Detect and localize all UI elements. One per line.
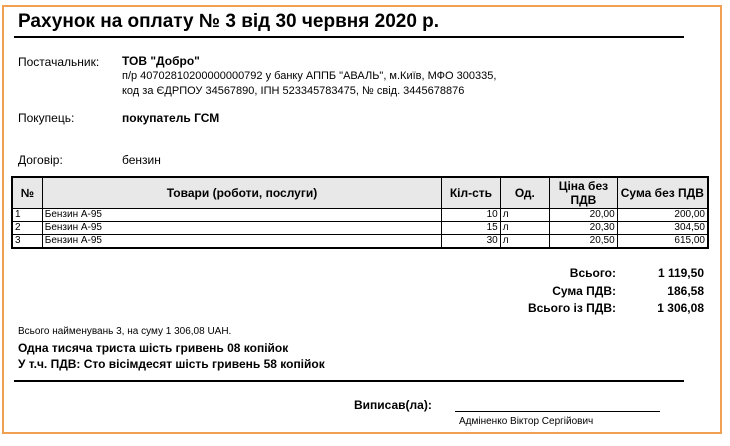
row-price: 20,50	[550, 235, 618, 249]
row-sum: 304,50	[617, 222, 708, 235]
signature-line	[455, 411, 660, 412]
vat-in-words: У т.ч. ПДВ: Сто вісімдесят шість гривень 58 копійок	[18, 357, 325, 371]
table-header-row	[12, 177, 708, 209]
row-qty: 10	[442, 209, 501, 222]
signer-name: Адміненко Віктор Сергійович	[459, 416, 594, 427]
row-price: 20,30	[550, 222, 618, 235]
row-unit: л	[500, 222, 549, 235]
buyer-label: Покупець:	[18, 111, 75, 125]
supplier-bank-line: п/р 40702810200000000792 у банку АППБ "АВАЛЬ", м.Київ, МФО 300335,	[122, 70, 497, 82]
row-unit: л	[500, 209, 549, 222]
row-goods: Бензин А-95	[42, 209, 441, 222]
signature-label: Виписав(ла):	[354, 398, 432, 412]
total-label: Всього:	[569, 266, 616, 280]
row-sum: 200,00	[617, 209, 708, 222]
supplier-codes-line: код за ЄДРПОУ 34567890, ІПН 523345783475, № свід. 3445678876	[122, 85, 465, 97]
title-divider	[14, 36, 684, 38]
row-price: 20,00	[550, 209, 618, 222]
vat-label: Сума ПДВ:	[552, 284, 616, 298]
row-sum: 615,00	[617, 235, 708, 249]
col-header-unit: Од.	[500, 177, 549, 209]
total-with-vat-value: 1 306,08	[657, 301, 704, 315]
contract-label: Договір:	[18, 153, 63, 167]
row-no: 2	[12, 222, 42, 235]
table-row	[12, 209, 708, 222]
col-header-qty: Кіл-сть	[442, 177, 501, 209]
col-header-no: №	[12, 177, 42, 209]
vat-value: 186,58	[667, 284, 704, 298]
row-no: 1	[12, 209, 42, 222]
row-unit: л	[500, 235, 549, 249]
contract-value: бензин	[122, 153, 161, 167]
row-goods: Бензин А-95	[42, 235, 441, 249]
row-qty: 30	[442, 235, 501, 249]
supplier-label: Постачальник:	[18, 55, 100, 69]
row-goods: Бензин А-95	[42, 222, 441, 235]
supplier-name: ТОВ "Добро"	[122, 54, 200, 68]
total-with-vat-label: Всього із ПДВ:	[527, 301, 616, 315]
total-value: 1 119,50	[657, 266, 704, 280]
amount-in-words: Одна тисяча триста шість гривень 08 копійок	[18, 341, 289, 355]
items-table	[11, 176, 709, 249]
table-row	[12, 235, 708, 249]
invoice-title: Рахунок на оплату № 3 від 30 червня 2020 р.	[18, 11, 440, 32]
table-row	[12, 222, 708, 235]
buyer-name: покупатель ГСМ	[122, 111, 220, 125]
col-header-goods: Товари (роботи, послуги)	[42, 177, 441, 209]
col-header-sum: Сума без ПДВ	[617, 177, 708, 209]
row-qty: 15	[442, 222, 501, 235]
items-count-line: Всього найменувань 3, на суму 1 306,08 UAH.	[18, 326, 232, 337]
footer-divider	[14, 380, 684, 382]
row-no: 3	[12, 235, 42, 249]
col-header-price: Ціна без ПДВ	[550, 177, 618, 209]
